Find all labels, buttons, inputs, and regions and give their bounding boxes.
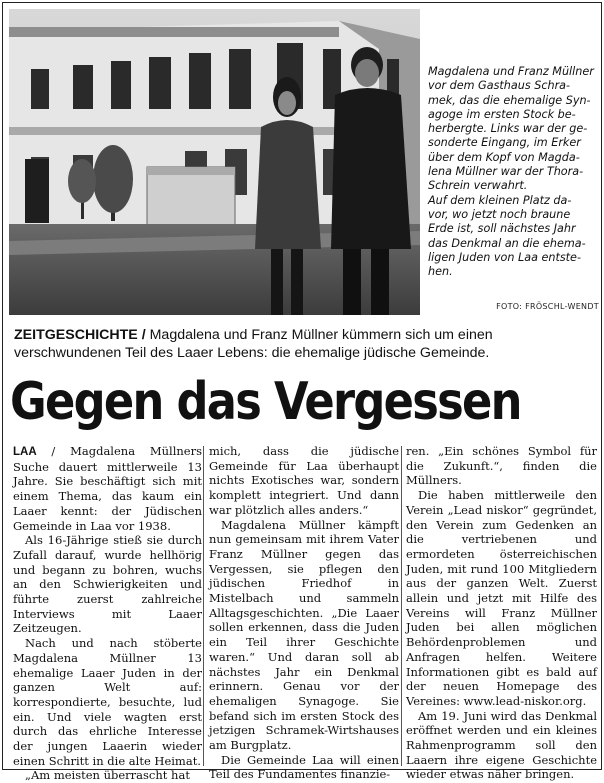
paragraph: Am 19. Juni wird das Denkmal eröffnet werden und ein kleines Rahmenprogramm soll den Laaern ihre eigene Geschichte wieder etwas näher bringen. [406,708,597,782]
kicker-label: ZEITGESCHICHTE [14,327,138,343]
article-column-2 [209,444,399,782]
paragraph: Magdalena Müllner kämpft nun gemeinsam mit ihrem Vater Franz Müllner gegen das Vergessen, sie pflegen den jüdischen Friedhof in Mistelbach und sammeln Alltagsgeschichten. „Die Laaer sollen erkennen, dass die Juden ein Teil ihrer Geschichte waren.“ Und daran soll ab nächstes Jahr ein Denkmal erinnern. Genau vor der ehemaligen Synagoge. Sie befand sich im ersten Stock des jetzigen Schramek-Wirtshauses am Burgplatz. [209,517,399,753]
paragraph: mich, dass die jüdische Gemeinde für Laa überhaupt nichts Exotisches war, sondern komplett integriert. Und dann war plötzlich alles anders.“ [209,444,399,517]
paragraph: ren. „Ein schönes Symbol für die Zukunft.“, finden die Müllners. [406,444,597,488]
paragraph: Die haben mittlerweile den Verein „Lead niskor“ gegründet, den Verein zum Gedenken an die vertriebenen und ermordeten österreichischen Juden, mit rund 100 Mitgliedern aus der ganzen Welt. Zuerst allein und jetzt mit Hilfe des Vereins will Franz Müllner Juden bei allen möglichen Behördenproblemen und Anfragen helfen. Weitere Informationen gibt es bald auf der neuen Homepage des Vereines: www.lead-niskor.org. [406,488,597,708]
column-divider [401,446,402,766]
paragraph: „Am meisten überrascht hat [25,768,190,783]
article-kicker [14,326,600,362]
article-column-3 [406,444,597,782]
newspaper-page [2,2,602,783]
photo-building-couple-icon [9,9,420,315]
kicker-separator: / [141,327,146,343]
kicker-text: Magdalena und Franz Müllner kümmern sich um einen verschwundenen Teil des Laaer Lebens: die ehemalige jüdische Gemeinde. [14,327,493,361]
article-column-1 [13,444,202,783]
paragraph [13,444,202,533]
column-divider [203,446,204,766]
paragraph: Nach und nach stöberte Magdalena Müllner 13 ehemalige Laaer Juden in der ganzen Welt auf: korrespondierte, besuchte, lud ein. Und viele wagten erst durch das ehrliche Interesse der jungen Laaerin wieder einen Schritt in die alte Heimat. [13,636,202,768]
photo-caption: Magdalena und Franz Müllner vor dem Gasthaus Schra- mek, das die ehemalige Syn- agoge im ersten Stock be- herbergte. Links war der ge- sonderte Eingang, im Erker über dem Kopf von Magda- lena Müllner war der Thora- Schrein verwahrt. Auf dem kleinen Platz da- vor, wo jetzt noch braune Erde ist, soll nächstes Jahr das Denkmal an die ehema- ligen Juden von Laa entste- hen. [428,65,594,279]
article-headline: Gegen das Vergessen [10,372,521,432]
paragraph-text: / Magdalena Müllners Suche dauert mittlerweile 13 Jahre. Sie beschäftigt sich mit einem Thema, das kaum ein Laaer kennt: der Jüdischen Gemeinde in Laa vor 1938. [13,444,202,533]
paragraph: Als 16-Jährige stieß sie durch Zufall darauf, wurde hellhörig und begann zu bohren, wuchs an den Schwierigkeiten und führte zuerst zahlreiche Interviews mit Laaer Zeitzeugen. [13,533,202,636]
article-photo [9,9,420,315]
dateline-place: LAA [13,446,37,458]
paragraph: Die Gemeinde Laa will einen Teil des Fundamentes finanzie- [209,752,399,782]
photo-credit: FOTO: FRÖSCHL-WENDT [496,302,599,311]
